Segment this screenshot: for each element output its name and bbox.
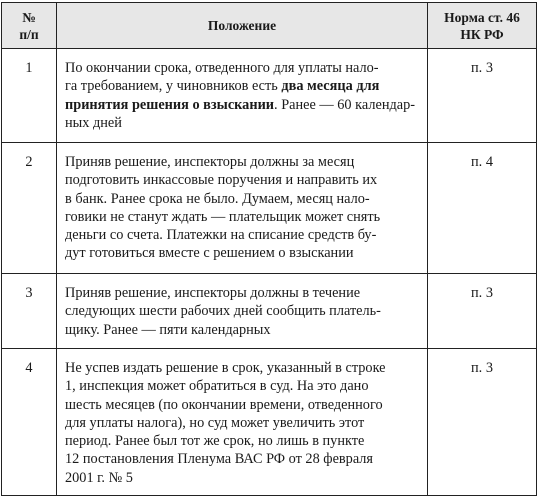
row-description	[57, 349, 428, 496]
header-number-line2: п/п	[19, 26, 39, 42]
row-norm: п. 3	[428, 274, 537, 349]
table-header-row	[2, 3, 537, 49]
description-text: шесть месяцев (по окончании времени, отведенного	[65, 396, 383, 413]
description-line	[65, 302, 417, 320]
description-text: По окончании срока, отведенного для уплаты нало-	[65, 60, 379, 76]
description-line	[65, 284, 417, 302]
description-line	[65, 469, 417, 487]
description-text: говики не станут ждать — плательщик может снять	[65, 208, 381, 225]
description-text: для уплаты налога), но суд может увеличить этот	[65, 414, 365, 431]
description-text: Приняв решение, инспекторы должны за месяц	[65, 154, 355, 170]
description-text: в банк. Ранее срока не было. Думаем, месяц нало-	[65, 190, 370, 207]
description-text: следующих шести рабочих дней сообщить платель-	[65, 303, 381, 320]
description-line	[65, 321, 417, 339]
description-text: подготовить инкассовые поручения и направить их	[65, 172, 378, 189]
description-text: период. Ранее был тот же срок, но лишь в пункте	[65, 433, 365, 450]
description-text: деньги со счета. Платежки на списание средств бу-	[65, 227, 377, 244]
row-description	[57, 49, 428, 143]
row-number: 4	[2, 349, 57, 496]
table-row	[2, 143, 537, 274]
highlighted-text: два месяца для	[281, 78, 380, 95]
header-position: Положение	[57, 3, 428, 49]
description-line	[65, 96, 417, 114]
table-row	[2, 274, 537, 349]
table-row	[2, 49, 537, 143]
description-line	[65, 171, 417, 189]
description-line	[65, 359, 417, 377]
highlighted-text: принятия решения о взыскании	[65, 96, 275, 113]
header-number	[2, 3, 57, 49]
description-text: дут готовиться вместе с решением о взыскании	[65, 245, 354, 262]
description-line	[65, 153, 417, 171]
description-line	[65, 190, 417, 208]
description-text: га требованием, у чиновников есть	[65, 78, 282, 95]
row-norm: п. 4	[428, 143, 537, 274]
row-number: 3	[2, 274, 57, 349]
description-line	[65, 208, 417, 226]
description-text: 12 постановления Пленума ВАС РФ от 28 февраля	[65, 451, 373, 468]
row-norm: п. 3	[428, 349, 537, 496]
description-line	[65, 432, 417, 450]
header-number-line1: №	[22, 9, 36, 25]
description-line	[65, 414, 417, 432]
row-number: 2	[2, 143, 57, 274]
description-line	[65, 450, 417, 468]
row-description	[57, 143, 428, 274]
header-norm-line1: Норма ст. 46	[444, 9, 520, 25]
row-norm: п. 3	[428, 49, 537, 143]
norms-table	[1, 2, 537, 496]
description-text: . Ранее — 60 календар-	[274, 96, 416, 113]
row-number: 1	[2, 49, 57, 143]
description-line	[65, 396, 417, 414]
description-text: ных дней	[65, 114, 122, 131]
description-text: Приняв решение, инспекторы должны в течение	[65, 285, 361, 301]
table-row	[2, 349, 537, 496]
description-text: щику. Ранее — пяти календарных	[65, 321, 271, 338]
description-text: 1, инспекция может обратиться в суд. На это дано	[65, 378, 369, 395]
description-text: Не успев издать решение в срок, указанный в строке	[65, 360, 386, 376]
header-norm-line2: НК РФ	[460, 26, 504, 42]
description-line	[65, 59, 417, 77]
description-line	[65, 226, 417, 244]
header-norm	[428, 3, 537, 49]
description-line	[65, 377, 417, 395]
row-description	[57, 274, 428, 349]
description-text: 2001 г. № 5	[65, 469, 133, 486]
description-line	[65, 244, 417, 262]
description-line	[65, 114, 417, 132]
description-line	[65, 77, 417, 95]
